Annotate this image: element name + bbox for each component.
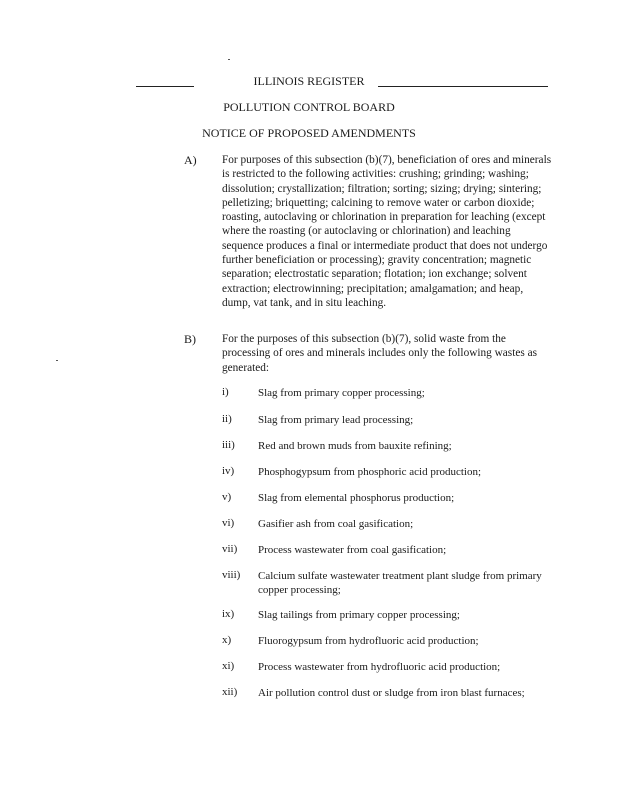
list-item-label: viii) — [222, 569, 241, 581]
list-item-label: iii) — [222, 439, 235, 451]
paragraph-b-text: For the purposes of this subsection (b)(7), solid waste from the processing of ores and minerals includes only the following wastes as generated: — [222, 333, 537, 374]
list-item-label: ix) — [222, 608, 235, 620]
list-item-text: Slag tailings from primary copper processing; — [258, 609, 460, 621]
agency-name: POLLUTION CONTROL BOARD — [223, 100, 395, 114]
list-item-label: vi) — [222, 517, 235, 529]
list-item-label: xii) — [222, 686, 238, 698]
list-item-text: Slag from primary copper processing; — [258, 387, 425, 399]
scan-speck — [56, 360, 58, 361]
list-item-label: x) — [222, 634, 232, 646]
list-item-text: Process wastewater from hydrofluoric acid production; — [258, 661, 501, 673]
list-item-label: vii) — [222, 543, 238, 555]
list-item-text: Air pollution control dust or sludge from iron blast furnaces; — [258, 687, 525, 699]
list-item-text: Process wastewater from coal gasification; — [258, 544, 447, 556]
paragraph-a-text: For purposes of this subsection (b)(7), beneficiation of ores and minerals is restricted to the following activities: crushing; grinding; washing; dissolution; crystallization; filtration; sorting; sizing; drying; sintering; pelletizing; briquetting; calcining to remove water or carbon dioxide; roasting, autoclaving or chlorination in preparation for leaching (except where the roasting (or autoclaving or chlorination) and leaching sequence produces a final or intermediate product that does not undergo further beneficiation or processing); gravity concentration; magnetic separation; electrostatic separation; flotation; ion exchange; solvent extraction; electrowinning; precipitation; amalgamation; and heap, dump, vat tank, and in situ leaching. — [222, 154, 552, 309]
list-item-label: i) — [222, 386, 229, 398]
list-item-text: Phosphogypsum from phosphoric acid production; — [258, 466, 482, 478]
list-item-text: Slag from elemental phosphorus production; — [258, 492, 455, 504]
list-item-label: xi) — [222, 660, 235, 672]
list-item-text: Slag from primary lead processing; — [258, 414, 414, 426]
register-title: ILLINOIS REGISTER — [253, 74, 365, 88]
list-item-text: Gasifier ash from coal gasification; — [258, 518, 414, 530]
list-item-label: iv) — [222, 465, 235, 477]
list-item-text: Red and brown muds from bauxite refining; — [258, 440, 452, 452]
list-item-text: Fluorogypsum from hydrofluoric acid production; — [258, 635, 479, 647]
paragraph-b-label: B) — [184, 332, 196, 346]
list-item-label: ii) — [222, 413, 232, 425]
scan-speck — [228, 59, 230, 60]
list-item-text: Calcium sulfate wastewater treatment plant sludge from primary copper processing; — [258, 570, 542, 596]
notice-heading: NOTICE OF PROPOSED AMENDMENTS — [202, 126, 416, 140]
list-item-label: v) — [222, 491, 232, 503]
paragraph-a-label: A) — [184, 153, 197, 167]
